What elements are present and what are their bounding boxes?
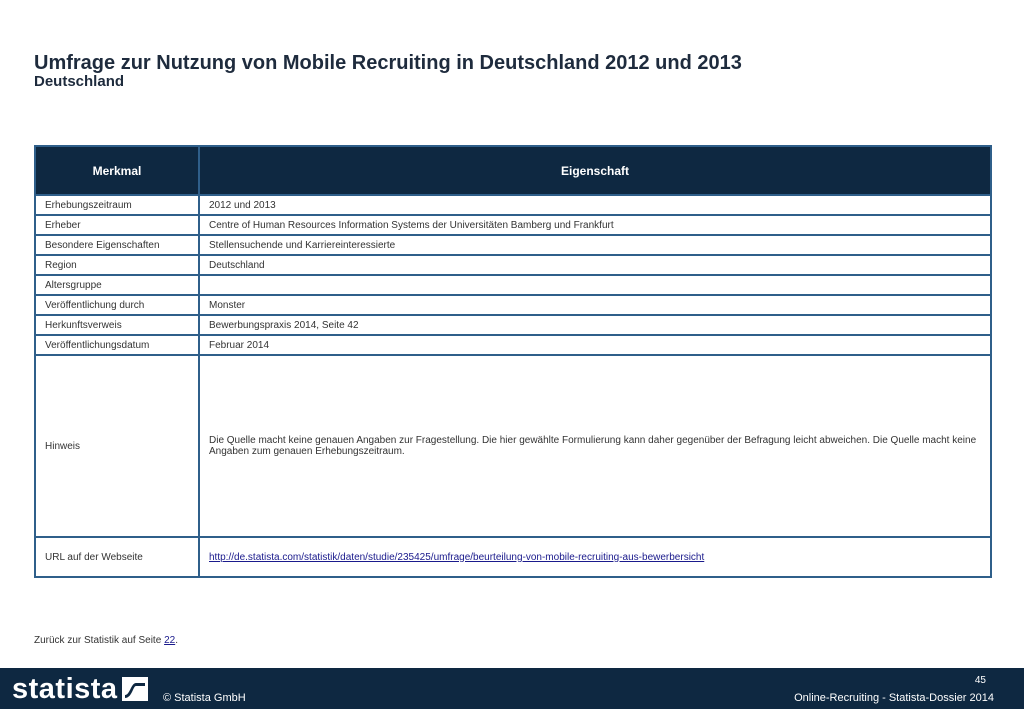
table-row-hinweis <box>35 355 991 537</box>
table-row <box>35 275 991 295</box>
statista-logo-mark-icon <box>122 677 148 701</box>
back-link-prefix: Zurück zur Statistik auf Seite <box>34 635 165 646</box>
row-label: Altersgruppe <box>35 275 199 295</box>
title-block <box>34 52 994 90</box>
row-value: Februar 2014 <box>199 335 991 355</box>
row-label: Region <box>35 255 199 275</box>
back-page-link[interactable]: 22 <box>164 635 176 646</box>
row-label: Erhebungszeitraum <box>35 195 199 215</box>
table-header-row <box>35 146 991 195</box>
copyright-text: © Statista GmbH <box>163 692 246 704</box>
table-row <box>35 235 991 255</box>
table-row <box>35 335 991 355</box>
row-label: Erheber <box>35 215 199 235</box>
source-info-table <box>34 145 992 578</box>
statista-logo: statista <box>12 673 118 705</box>
row-value <box>199 275 991 295</box>
row-label: Veröffentlichungsdatum <box>35 335 199 355</box>
row-value: Deutschland <box>199 255 991 275</box>
row-value: Monster <box>199 295 991 315</box>
page-number: 45 <box>974 675 986 686</box>
table-row <box>35 315 991 335</box>
row-value-cell <box>199 537 991 577</box>
row-value: 2012 und 2013 <box>199 195 991 215</box>
row-label: Hinweis <box>35 355 199 537</box>
row-label: Herkunftsverweis <box>35 315 199 335</box>
table-row <box>35 295 991 315</box>
page-title: Umfrage zur Nutzung von Mobile Recruiting in Deutschland 2012 und 2013 <box>34 52 742 74</box>
table-row-url <box>35 537 991 577</box>
table-row <box>35 255 991 275</box>
column-header-eigenschaft: Eigenschaft <box>199 146 991 195</box>
row-label: URL auf der Webseite <box>35 537 199 577</box>
row-value: Stellensuchende und Karriereinteressierte <box>199 235 991 255</box>
row-value: Centre of Human Resources Information Systems der Universitäten Bamberg und Frankfurt <box>199 215 991 235</box>
table-row <box>35 195 991 215</box>
row-label: Veröffentlichung durch <box>35 295 199 315</box>
column-header-merkmal: Merkmal <box>35 146 199 195</box>
row-value: Bewerbungspraxis 2014, Seite 42 <box>199 315 991 335</box>
row-label: Besondere Eigenschaften <box>35 235 199 255</box>
dossier-title: Online-Recruiting - Statista-Dossier 2014 <box>794 692 994 704</box>
row-value: Die Quelle macht keine genauen Angaben zur Fragestellung. Die hier gewählte Formulierung kann daher gegenüber der Befragung leicht abweichen. Die Quelle macht keine Angaben zum genauen Erhebungszeitraum. <box>199 355 991 537</box>
table-row <box>35 215 991 235</box>
back-link-suffix: . <box>175 635 178 646</box>
back-to-statistic <box>34 635 178 646</box>
page-subtitle: Deutschland <box>34 73 125 90</box>
footer-bar <box>0 668 1024 709</box>
source-url-link[interactable]: http://de.statista.com/statistik/daten/studie/235425/umfrage/beurteilung-von-mobile-recruiting-aus-bewerbersicht <box>209 551 705 563</box>
